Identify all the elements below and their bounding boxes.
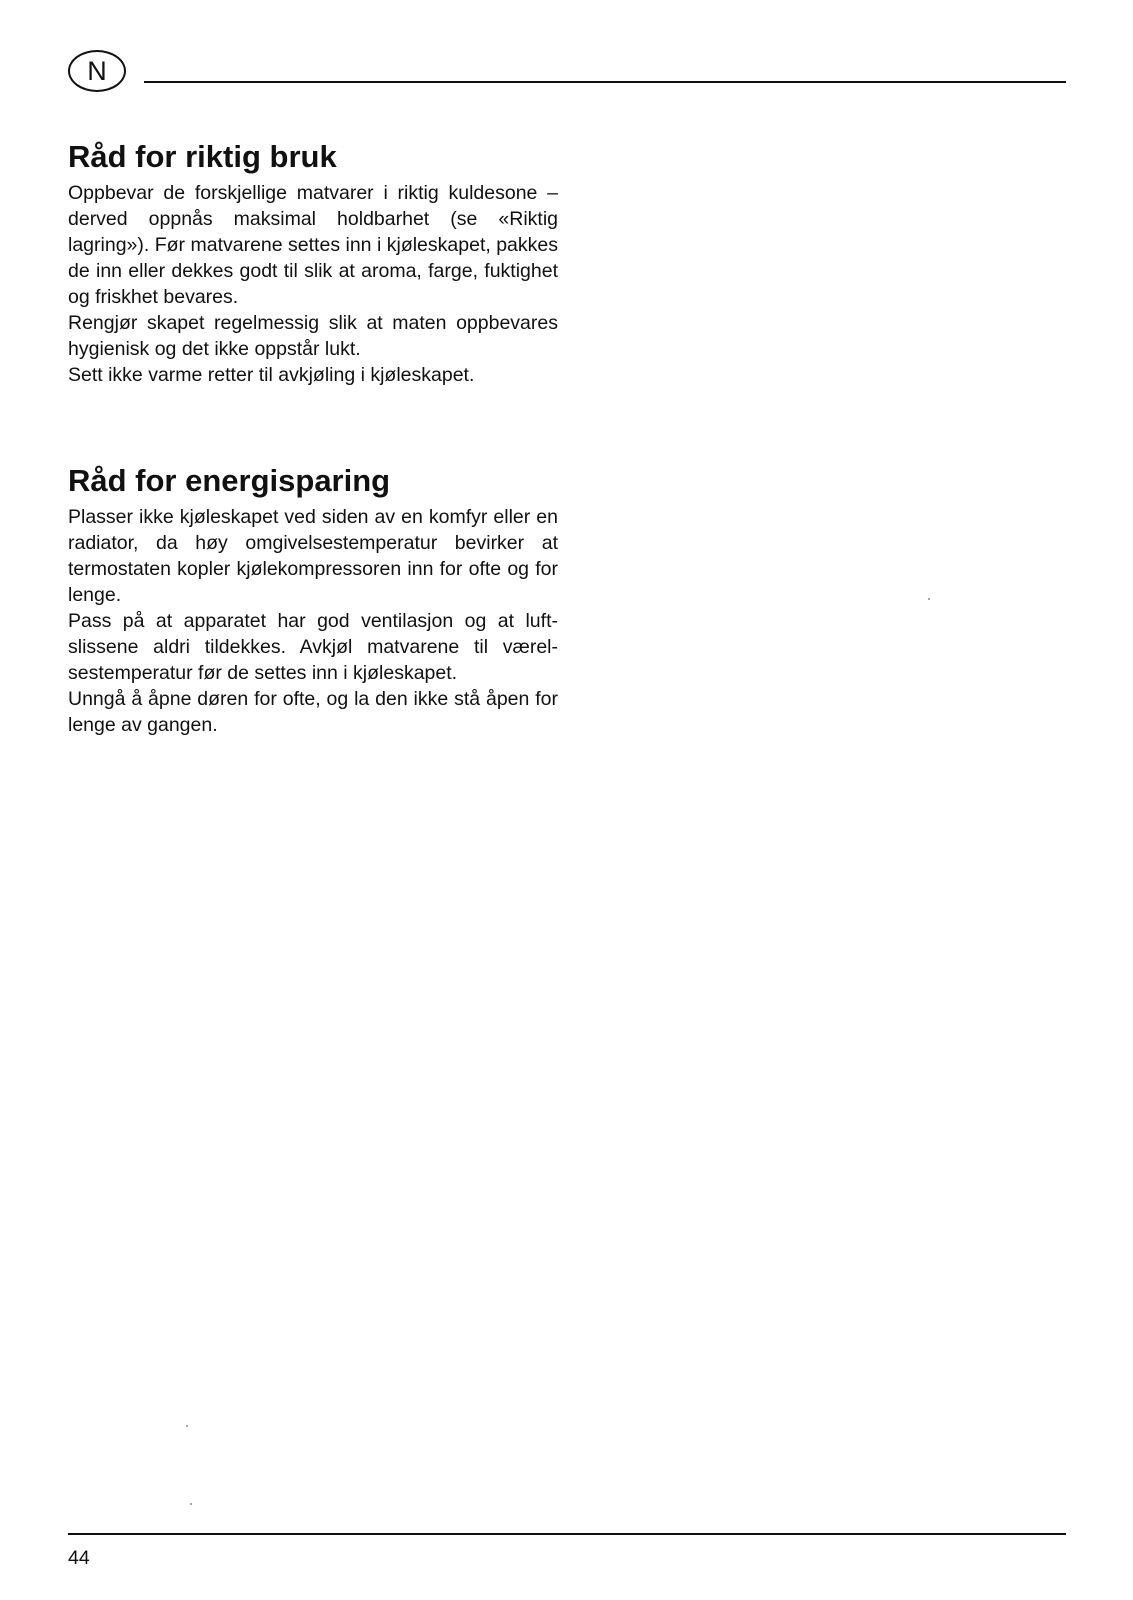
scan-speck (186, 1425, 188, 1427)
paragraph: Oppbevar de forskjellige matvarer i riktig kuldesone – derved oppnås maksimal holdbarhet (se «Riktig lagring»). Før matvarene settes inn i kjøleskapet, pakkes de inn eller dekkes godt til slik at aroma, farge, fuktighet og friskhet bevares. (68, 182, 558, 308)
footer-divider (68, 1533, 1066, 1535)
section-title: Råd for energisparing (68, 463, 391, 498)
header-divider (144, 81, 1066, 83)
page-number: 44 (68, 1547, 90, 1569)
section-body (68, 180, 558, 388)
paragraph: Sett ikke varme retter til avkjøling i kjøleskapet. (68, 364, 475, 386)
language-badge (68, 50, 126, 92)
paragraph: Unngå å åpne døren for ofte, og la den ikke stå åpen for lenge av gangen. (68, 688, 558, 736)
paragraph: Plasser ikke kjøleskapet ved siden av en komfyr eller en radiator, da høy omgivelsestemperatur bevirker at termostaten kopler kjølekompressoren inn for ofte og for lenge. (68, 506, 558, 606)
section-body (68, 504, 558, 738)
paragraph: Rengjør skapet regelmessig slik at maten oppbevares hygienisk og det ikke oppstår lukt. (68, 312, 558, 360)
language-badge-label: N (87, 55, 107, 86)
section-title: Råd for riktig bruk (68, 139, 337, 174)
section-energy-saving (68, 462, 558, 738)
scan-speck (928, 598, 930, 600)
scan-speck (190, 1503, 192, 1505)
section-proper-use (68, 138, 558, 388)
paragraph: Pass på at apparatet har god ventilasjon og at luftslissene aldri tildekkes. Avkjøl matvarene til værelsestemperatur før de settes inn i kjøleskapet. (68, 610, 558, 684)
